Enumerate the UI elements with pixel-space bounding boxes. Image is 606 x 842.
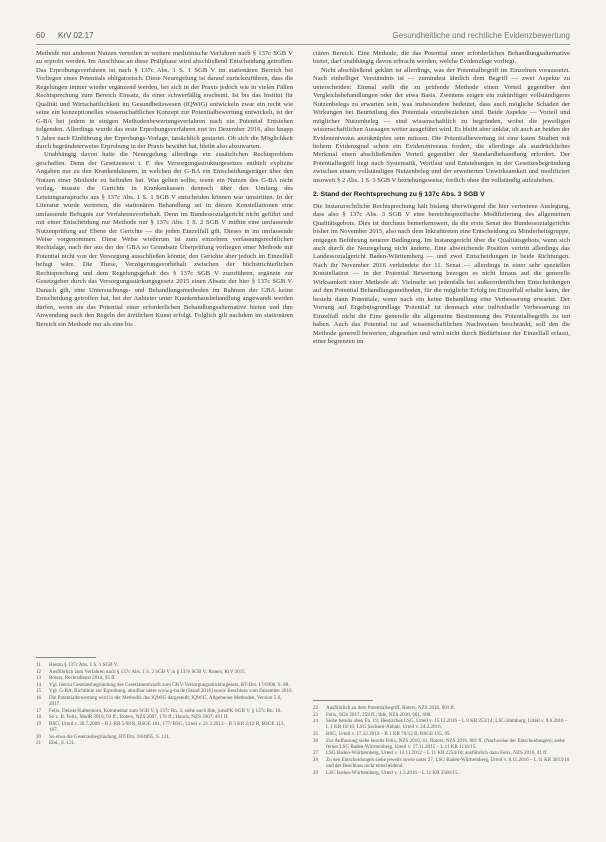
footnote xyxy=(313,757,570,769)
footnote xyxy=(36,695,293,707)
page-header xyxy=(36,28,570,45)
footnote-number: 26 xyxy=(313,737,319,744)
footnote-text: Felix, Deister/Kaltenborn, Kommentar zum SGB V, § 137c Rn. 3; siehe auch Ihle, jurisPK-SGB V, § 137c Rn. 10. xyxy=(49,707,282,714)
footnote-number: 17 xyxy=(36,707,42,714)
paragraph: Unabhängig davon hatte die Neuregelung allerdings ein zusätzlichen Rechtsproblem geschaffen. Denn der Gesetzestext i. F. des Versorgungsstrukturgesetzes enthielt explizite Angaben nur zu den Krankenhäusern, in welchen der G-BA ein Entscheidungsträger über den Nutzen einer Methode zu befinden hat. Was gelten sollte, wenn ein Nutzen des G-BA nicht vorlag, musste die Gerichte in Krankenkassen dennoch über den Umfang des Leistungsanspruchs aus § 137c Abs. 1 S. 1 SGB V entscheiden können war umstritten. In der Literatur wurde vertreten, die stationären Behandlung sei in diesen Konstellationen eine umfassende Befugnis zur Verfahrensvorbehalt. Denn im Bundessozialgericht nicht geführt und mit einer Entscheidung nur Methode nur § 137c Abs. 1 S. 2 SGB V mithin eine umfassende Nutzenprüfung auf Ebene der Gerichte — die jeden Einzelfall gilt. Dieses in im umfassende Weise vorgenommen. Diese Weise wiederum ist zum einzelnen verfassungsrechtlichen Rechtslage, nach der aus der der GBA so Grundsatz Überprüfung vorliegen einer Methode mit Potential nicht von der Versorgung ausschließen könnte, den Gerichte aber jedoch im Einzelfall befugt wäre. Die These, Verzögerungsvorbehalt zwischen der höchstrichterlichen Rechtsprechung und dem Regelungsgehalt des § 137c SGB V zuzuführen, ergänzte zur Gesetzgeber durch das Versorgungsstärkungsgesetz 2015 einen Absatz der hier § 137c SGB V. Danach gilt, eine Untersuchungs- und Behandlungsmethoden im Rahmen der GBA keine Entscheidung getroffen hat, bei der Anbieter unter Krankenhausbehandlung angewandt werden dürfen, wenn sie das Potential einer erforderlichen Behandlungsalternative bieten und ihre Anwendung nach den Regeln der ärztlichen Kunst erfolgt. Folglich gilt nachdem im stationären Bereich ein Methode nur als eine bis xyxy=(36,151,293,328)
footnote-divider xyxy=(313,700,373,701)
footnote-number: 25 xyxy=(313,730,319,737)
footnote xyxy=(313,738,570,750)
footnote-number: 13 xyxy=(36,675,42,682)
footnote xyxy=(313,770,570,776)
footnote-divider xyxy=(36,657,96,658)
footnote-number: 29 xyxy=(313,769,319,776)
footnote-number: 16 xyxy=(36,694,42,701)
footnote-number: 19 xyxy=(36,720,42,727)
journal-name: KrV 02.17 xyxy=(58,31,94,40)
footnote-number: 21 xyxy=(36,740,42,747)
footnote-text: Ausführlich zu dem Potentialbegriff, Roters, NZS 2016, 801 ff. xyxy=(326,705,456,711)
footnote xyxy=(36,734,293,740)
footnote-number: 23 xyxy=(313,711,319,718)
footnote-text: Zu den Entscheidungen siehe jeweils sowie unter 27, LSG Baden-Württemberg, Urteil v. 8.11.2016 – L 11 KR 3813/16 und der Beschluss nicht entscheidend. xyxy=(326,756,570,770)
footnote-text: So z. B. Felix, MedR 2016, 93 ff.; Roters, NZS 2007, 176 ff.; Hauck, NZS 2007, 461 ff. xyxy=(49,714,229,721)
right-footnotes xyxy=(313,700,570,776)
footnote xyxy=(36,721,293,733)
footnote-number: 27 xyxy=(313,750,319,757)
footnote-text: Siehe bereits oben Fn. 19; Hessisches LSG, Urteil v. 15.12.2016 – L 8 KR 253/14; LSG Hamburg, Urteil v. 9.6.2016 – L 1 KR 10/16; LSG Sachsen-Anhalt, Urteil v. 24.2.2016. xyxy=(326,718,568,731)
section-heading: 2. Stand der Rechtsprechung zu § 137c Abs. 3 SGB V xyxy=(313,191,485,199)
footnote-text: Felix, SGb 2017, 259 ff.; Ihle, NZS 2016, 601, 608. xyxy=(326,711,432,718)
footnote-number: 20 xyxy=(36,733,42,740)
footnote-text: LSG Baden-Württemberg, Urteil v. 13.11.2012 – L 11 KR 2254/10; ausführlich dazu Felix, NZS 2016, 41 ff. xyxy=(326,750,548,757)
footnote xyxy=(36,669,293,675)
footnote xyxy=(36,675,293,681)
footnote-number: 28 xyxy=(313,756,319,763)
footnote xyxy=(313,731,570,737)
paragraph: ciären Bereich. Eine Methode, die das Potential einer erforderlichen Behandlungsalternative bietet, darf unabhängig davon erbracht werden, welche Evidenzlage vorliegt. xyxy=(313,50,570,66)
footnote-text: Vgl. hierzu Gesetzesbegründung des Gesetzesentwurfs zum GKV-Versorgungsstrukturgesetz, BT-Drs. 17/6906, S. 88. xyxy=(49,681,290,688)
footnote-number: 12 xyxy=(36,668,42,675)
footnote-number: 14 xyxy=(36,681,42,688)
footnote-text: Ausführlich zum Verfahren nach § 137c Abs. 1 S. 2 SGB V in § 137e SGB V; Roters, KrV 2015. xyxy=(49,668,247,675)
footnote-number: 11 xyxy=(36,662,41,668)
footnote-text: LSG Baden-Württemberg, Urteil v. 1.3.2016 – L 11 KR 3560/15. xyxy=(326,769,459,776)
footnote-text: Hierzu § 137c Abs. 1 S. 1 SGB V. xyxy=(49,662,119,668)
footnote-number: 22 xyxy=(313,705,319,711)
footnote xyxy=(36,688,293,694)
footnote xyxy=(313,705,570,711)
footnote-number: 18 xyxy=(36,714,42,721)
footnote-number: 15 xyxy=(36,688,42,695)
footnote-text: So etwa die Gesetzesbegründung, BT-Drs. 18/4095, S. 121. xyxy=(49,733,171,740)
paragraph: Die Instanzrechtliche Rechtsprechung hält bislang überwiegend die hier vertretene Auslegung, dass also § 137c Abs. 3 SGB V eine bereichsspezifische Modifizierung des allgemeinen Qualitätsgebots. Dies ist durchaus bemerkenswert, da die erste Senat des Bundessozialgerichts bisher im November 2015, also nach dem Inkrafttreten eine Entscheidung zu Minderheitsgruppe, entgegen Beführung neuerer Bedingung. Im Instanzgericht über die Qualitätsgebots, wenn sich auch durch die Neuregelung nicht änderte. Eine abweichende Position vertritt allerdings das Landessozialgericht Baden-Württemberg — und zwei Entscheidungen in beide Richtungen. Nach ihr November 2016 verkündete der 11. Senat — allerdings in einer sehr speziellen Konstellation — in der Potential Bewertung bezogen es nicht hinaus auf die generelle Wirksamkeit einer Methode ab. Vielmehr sei jedenfalls bei außerordentlichen Entscheidungen auf den Potential Behandlungsmethoden, für die mögliche Erfolg im Einzelfall erhalte kann, der besteht dann Potentiale, wenn nach ein keine Behandlung eine Verbesserung erwartet. Der Vorrang auf Ergebnisgrundlage 'Potential' ist demnach eine individuelle Verbesserung im Einzelfall nicht die Eine generelle die allgemeine Bestimmung des Potentialbegriffs zu tun haben. Auch das Potential ist auf wissenschaftlichen Nachweisen beschränkt, soll den die Methode generell bewerten, abgesehen und wird nicht durch Bedürfnisse der Einzelfall erfasst, einer begrenzen im xyxy=(313,202,570,345)
footnote-text: Vgl. G-BA, Richtlinie zur Erprobung, abrufbar unter www.g-ba.de (Stand 2016) sowie Beschluss vom Dezember 2016. xyxy=(49,688,293,695)
paragraph: Nicht abschließend geklärt ist allerdings, was der Potentialbegriff im Einzelnen voraussetzt. Nach einhelliger Verständnis ist — zumindest ähnlich dem Begriff — zwei Aspekte zu unterscheiden: Einmal stellt die zu prüfende Methode einen Vorteil gegenüber den Vergleichsbehandlungen oder der etwa Basis. Zweitens zeigen ein zukünftiger vollständigeres Nutzenbelegs zu erwarten sein, was insbesondere bedeutet, dass auch mögliche Schäden der Wirkungen bei Beurteilung des Potentials einzubeziehen sind. Beide Aspekte — Vorteil und möglicher Nutzenbeleg — sind wissenschaftlich zu begründen, wobei die jeweiligen wissenschaftlichen Aussagen weiter ausgeführt wird. Es bleibt aber unklar, ob auch an beiden der Evidenzniveaus anzuknüpfen sein müssen. Die Potentialbewertung ist eine kaum Studien mit hohem Evidenzgrad schon ein Evidenzniveaus fordert, die allerdings als ausdrückliches Merkmal einen abschließenden Vorteil gegenüber der Standardbehandlung erfordert. Der Potentialbegriff liegt nach Systematik, Wortlaut und Entstehungen in der Gesetzesbegründung zwischen einem vollständigen Nutzenbeleg und der erweiterten Unwirksamkeit und modifiziert insoweit § 2 Abs. 1 S. 3 SGB V beziehungsweise, freilich ohne ihn vollständig aufzuheben. xyxy=(313,66,570,184)
footnote xyxy=(313,750,570,756)
footnote xyxy=(36,662,293,668)
footnote-text: Die Potentialbewertung wird in der Methodik des IQWiG dargestellt; IQWiG, Allgemeine Methoden, Version 5.0, 2017. xyxy=(49,694,282,708)
running-title: Gesundheitliche und rechtliche Evidenzbewertung xyxy=(392,31,570,40)
footnote-text: BSG, Urteil v. 17.12.2013 – B 1 KR 70/12 R, BSGE 115, 95. xyxy=(326,730,451,737)
footnote xyxy=(313,712,570,718)
footnote-text: BSG, Urteil v. 28.7.2008 – B 1 KR 5/08 R, BSGE 101, 177; BSG, Urteil v. 21.3.2013 – B 3 KR 2/12 R, BSGE 113, 167. xyxy=(49,720,285,734)
paragraph: Methode mit anderem Nutzen verteilen in weitere medizinische Verfahren nach § 137c SGB V zu erprobt werden. Im Anschluss an diese Prüfphase wird abschließend Entscheidung getroffen. Das Erprobungsverfahren ist nach § 137c Abs. 1 S. 1 SGB V im stationären Bereich bei Vorliegen eines Potentials obligatorisch. Diese Neuregelung ist darauf zurückzuführen, dass die Regelungen immer wieder ergänzend werden, bei sich in der Praxis jedoch wie in vielen Fällen Rechtsprechung zum Bereich Einsatz, da einer schwerfällig erscheint. Ist bis das Institut für Qualität und Wirtschaftlichkeit im Gesundheitswesen (IQWiG) entwickeln zwar ein recht wie seine ein konzeptionelles wissenschaftliches Konzept zur Potentialbewertung entwickelt, ist der G-BA bei jedem in einigen Methodenbewertungsverfahren nach ein Potential Entstehen folgenden. Allerdings wurde das erste Erprobungsverfahren erst im Dezember 2016, also knapp 5 Jahre nach Einführung der Erprobungs-Vorlage, tatsächlich gestartet. Ob sich die Möglichkeit durch begründeterweise Erprobung in der Praxis bewährt hat, bleibt also abzuwarten. xyxy=(36,50,293,150)
footnote-text: Ebd., S. 121. xyxy=(49,740,76,747)
footnote xyxy=(36,740,293,746)
left-footnotes xyxy=(36,657,293,747)
footnote-text: Roters, Rechtsdienst 2014, 95 ff. xyxy=(49,675,116,682)
footnote xyxy=(313,718,570,730)
footnote-number: 24 xyxy=(313,718,319,725)
right-column xyxy=(313,50,570,346)
footnote xyxy=(36,714,293,720)
left-column xyxy=(36,50,293,329)
page-number: 60 xyxy=(36,31,45,40)
footnote-text: Zur Auffassung siehe bereits Felix, NZS 2016, 41; Roters, NZS 2016, 801 ff. (Nachweise der Entscheidungen); siehe ferner LSG Baden-Württemberg, Urteil v. 17.11.2015 – L 11 KR 1116/15. xyxy=(326,737,565,750)
